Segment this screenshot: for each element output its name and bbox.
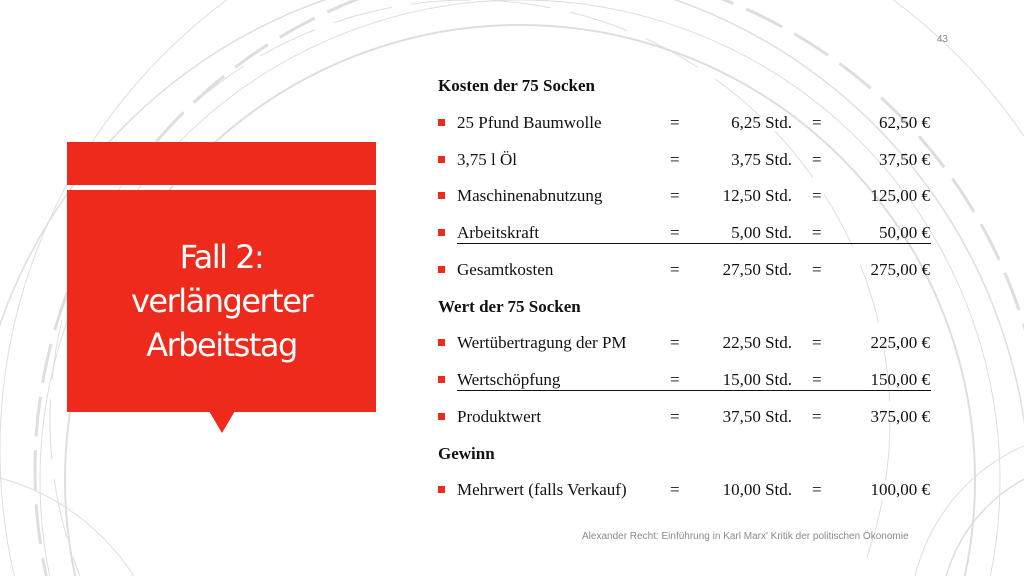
hours-value: 3,75 Std.	[731, 150, 792, 169]
euro-value: 125,00 €	[870, 186, 930, 205]
list-item	[438, 407, 938, 431]
list-item	[438, 370, 938, 394]
euro-value: 37,50 €	[879, 150, 930, 169]
item-label: Produktwert	[457, 407, 542, 426]
euro-value: 275,00 €	[870, 260, 930, 279]
hours-value: 27,50 Std.	[722, 260, 792, 279]
equals-sign: =	[670, 260, 680, 279]
equals-sign: =	[670, 223, 680, 242]
list-item	[438, 186, 938, 210]
slide-title-line-2: verlängerter	[130, 282, 313, 320]
bullet-icon	[438, 229, 445, 236]
list-item	[438, 333, 938, 357]
bullet-icon	[438, 266, 445, 273]
hours-value: 5,00 Std.	[731, 223, 792, 242]
slide-title-line-3: Arbeitstag	[146, 326, 297, 364]
bullet-icon	[438, 192, 445, 199]
item-label: Wertübertragung der PM	[457, 333, 627, 352]
item-label: Wertschöpfung	[457, 370, 561, 389]
item-label: Gesamtkosten	[457, 260, 554, 279]
footer-citation: Alexander Recht: Einführung in Karl Marx' Kritik der politischen Ökonomie	[582, 531, 909, 542]
equals-sign: =	[812, 113, 822, 132]
item-label: Maschinenabnutzung	[457, 186, 603, 205]
list-item	[438, 113, 938, 137]
equals-sign: =	[812, 407, 822, 426]
equals-sign: =	[812, 480, 822, 499]
equals-sign: =	[670, 113, 680, 132]
bullet-icon	[438, 339, 445, 346]
bullet-icon	[438, 413, 445, 420]
hours-value: 22,50 Std.	[722, 333, 792, 352]
equals-sign: =	[670, 480, 680, 499]
euro-value: 225,00 €	[870, 333, 930, 352]
hours-value: 10,00 Std.	[722, 480, 792, 499]
equals-sign: =	[812, 333, 822, 352]
page-number: 43	[936, 34, 948, 45]
item-label: Arbeitskraft	[457, 223, 540, 242]
item-label: 25 Pfund Baumwolle	[457, 113, 602, 132]
hours-value: 6,25 Std.	[731, 113, 792, 132]
title-box-pointer	[209, 411, 235, 433]
accent-bar	[67, 142, 376, 185]
list-item	[438, 480, 938, 504]
list-item	[438, 260, 938, 284]
euro-value: 50,00 €	[879, 223, 930, 242]
item-label: 3,75 l Öl	[457, 150, 517, 169]
section-heading-value: Wert der 75 Socken	[438, 297, 581, 316]
equals-sign: =	[812, 186, 822, 205]
equals-sign: =	[812, 370, 822, 389]
equals-sign: =	[670, 150, 680, 169]
slide-title-line-1: Fall 2:	[179, 238, 264, 276]
section-heading-profit: Gewinn	[438, 444, 495, 463]
bullet-icon	[438, 376, 445, 383]
bullet-icon	[438, 486, 445, 493]
list-item	[438, 223, 938, 247]
hours-value: 15,00 Std.	[722, 370, 792, 389]
euro-value: 150,00 €	[870, 370, 930, 389]
hours-value: 37,50 Std.	[722, 407, 792, 426]
equals-sign: =	[812, 260, 822, 279]
equals-sign: =	[670, 333, 680, 352]
euro-value: 100,00 €	[870, 480, 930, 499]
equals-sign: =	[812, 223, 822, 242]
bullet-icon	[438, 156, 445, 163]
item-label: Mehrwert (falls Verkauf)	[457, 480, 627, 499]
hours-value: 12,50 Std.	[722, 186, 792, 205]
slide-title	[67, 190, 376, 412]
euro-value: 375,00 €	[870, 407, 930, 426]
section-heading-costs: Kosten der 75 Socken	[438, 76, 595, 95]
equals-sign: =	[670, 370, 680, 389]
equals-sign: =	[670, 407, 680, 426]
euro-value: 62,50 €	[879, 113, 930, 132]
equals-sign: =	[670, 186, 680, 205]
bullet-icon	[438, 119, 445, 126]
equals-sign: =	[812, 150, 822, 169]
list-item	[438, 150, 938, 174]
